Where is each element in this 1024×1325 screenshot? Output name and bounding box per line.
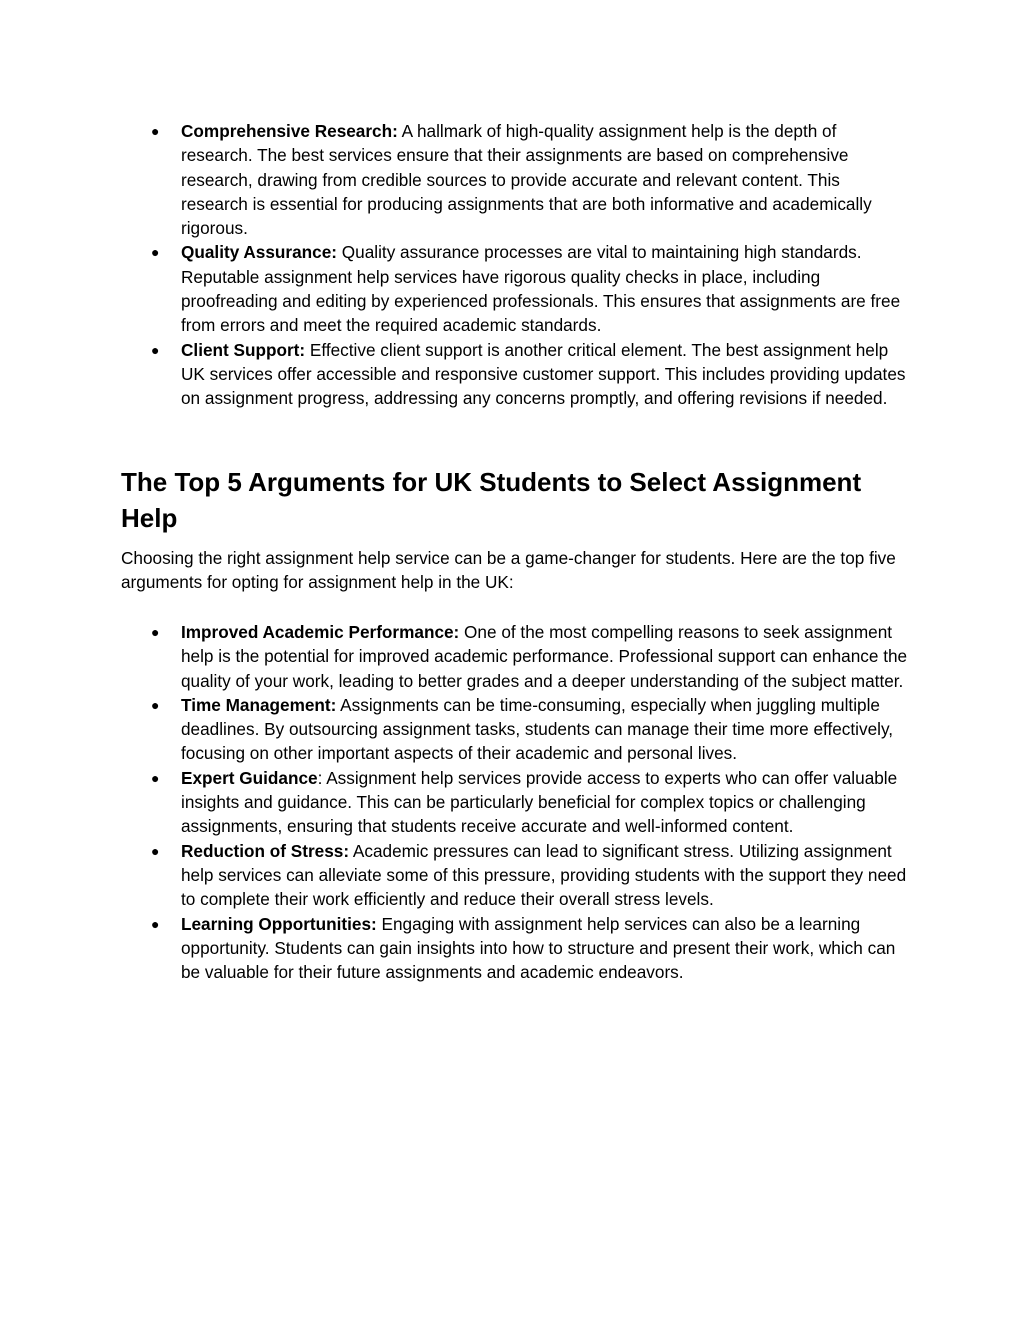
list-item-term: Learning Opportunities: — [181, 913, 377, 934]
bullet-icon: ● — [151, 915, 160, 932]
bullet-list-arguments — [121, 620, 908, 984]
list-item — [121, 240, 908, 337]
list-item-term: Reduction of Stress: — [181, 840, 350, 861]
list-item — [121, 620, 908, 693]
list-item-term: Client Support: — [181, 339, 306, 360]
list-item-text: A hallmark of high-quality assignment help is the depth of research. The best services ensure that their assignments are based on comprehensive research, drawing from credible sources to provide accurate and relevant content. This research is essential for producing assignments that are both informative and academically rigorous. — [181, 121, 872, 239]
list-item-text: Effective client support is another critical element. The best assignment help UK services offer accessible and responsive customer support. This includes providing updates on assignment progress, addressing any concerns promptly, and offering revisions if needed. — [181, 339, 906, 409]
list-item-term: Comprehensive Research: — [181, 121, 398, 141]
list-item — [121, 766, 908, 839]
list-item — [121, 119, 908, 240]
bullet-icon: ● — [151, 696, 160, 713]
list-item — [121, 839, 908, 912]
list-item-term: Quality Assurance: — [181, 242, 338, 263]
list-item-text: Engaging with assignment help services can also be a learning opportunity. Students can gain insights into how to structure and present their work, which can be valuable for their future assignments and academic endeavors. — [181, 913, 896, 983]
bullet-icon: ● — [151, 624, 160, 640]
bullet-icon: ● — [151, 842, 160, 859]
list-item-term: Expert Guidance — [181, 767, 318, 788]
list-item — [121, 912, 908, 985]
list-item-text: One of the most compelling reasons to seek assignment help is the potential for improved academic performance. Professional support can enhance the quality of your work, leading to better grades and a deeper understanding of the subject matter. — [181, 622, 908, 691]
intro-paragraph: Choosing the right assignment help service can be a game-changer for students. Here are the top five arguments for opting for assignment help in the UK: — [121, 548, 896, 593]
list-item-text: Academic pressures can lead to significant stress. Utilizing assignment help services can alleviate some of this pressure, providing students with the support they need to complete their work efficiently and reduce their overall stress levels. — [181, 840, 907, 910]
bullet-icon: ● — [151, 244, 160, 261]
list-item-text: Quality assurance processes are vital to maintaining high standards. Reputable assignment help services have rigorous quality checks in place, including proofreading and editing by experienced professionals. This ensures that assignments are free from errors and meet the required academic standards. — [181, 242, 901, 336]
bullet-icon: ● — [151, 769, 160, 786]
bullet-list-service-qualities — [121, 119, 908, 411]
list-item-text: Assignments can be time-consuming, especially when juggling multiple deadlines. By outsourcing assignment tasks, students can manage their time more effectively, focusing on other important aspects of their academic and personal lives. — [181, 694, 894, 764]
list-item — [121, 338, 908, 411]
list-item-term: Improved Academic Performance: — [181, 622, 460, 642]
section-heading: The Top 5 Arguments for UK Students to Select Assignment Help — [121, 467, 862, 533]
list-item-term: Time Management: — [181, 694, 337, 715]
list-item — [121, 693, 908, 766]
bullet-icon: ● — [151, 341, 160, 358]
list-item-text: : Assignment help services provide access to experts who can offer valuable insights and guidance. This can be particularly beneficial for complex topics or challenging assignments, ensuring that students receive accurate and well-informed content. — [181, 767, 898, 837]
bullet-icon: ● — [151, 123, 160, 139]
